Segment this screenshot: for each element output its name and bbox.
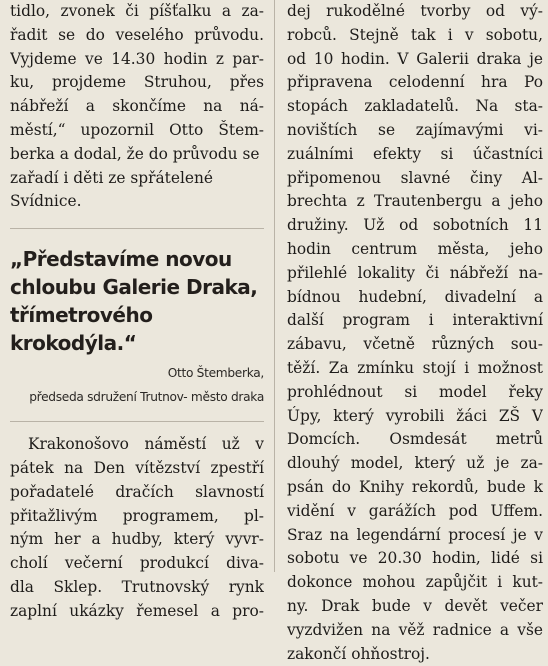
text-line: bídnou hudební, divadelní a	[287, 287, 543, 306]
text-line: připomenou slavné činy Al-	[287, 168, 543, 187]
pull-quote-line: „Představíme novou	[10, 247, 232, 272]
pull-quote-line: třímetrového	[10, 303, 153, 328]
text-line: nábřeží a skončíme na ná-	[10, 97, 264, 116]
pull-quote-role: předseda sdružení Trutnov- město draka	[29, 390, 264, 405]
pull-quote-top-rule	[10, 228, 264, 229]
text-line: přitažlivým programem, pl-	[10, 506, 264, 525]
text-line: od 10 hodin. V Galerii draka je	[287, 49, 543, 68]
pull-quote-line: krokodýla.“	[10, 331, 137, 356]
text-line: hodin centrum města, jeho	[287, 239, 543, 258]
text-line: dlouhý model, který už je za-	[287, 454, 543, 473]
text-line: Úpy, který vyrobili žáci ZŠ V	[287, 406, 543, 425]
text-line: ným her a hudby, který vyvr-	[10, 530, 264, 549]
text-line: vidění v garážích pod Uffem.	[287, 501, 543, 520]
text-line: zakončí ohňostroj.	[287, 644, 430, 663]
text-line: Svídnice.	[10, 192, 82, 211]
text-line: dla Sklep. Trutnovský rynk	[10, 577, 264, 596]
text-line: zábavu, včetně různých sou-	[287, 335, 543, 354]
text-line: novištích se zajímavými vi-	[287, 120, 543, 139]
text-line: Sraz na legendární procesí je v	[287, 525, 543, 544]
article-text-bottom	[10, 433, 264, 623]
text-line: pátek na Den vítězství zpestří	[10, 458, 264, 477]
text-line: městí,“ upozornil Otto Štem-	[10, 120, 264, 139]
pull-quote-author: Otto Štemberka,	[167, 366, 264, 381]
text-line: pořadatelé dračích slavností	[10, 482, 264, 501]
text-line: stopách zakladatelů. Na sta-	[287, 97, 543, 116]
article-text-right	[287, 0, 543, 666]
text-line: přilehlé lokality či nábřeží na-	[287, 263, 543, 282]
article-text-top	[10, 0, 264, 214]
text-line: cholí večerní produkcí diva-	[10, 554, 264, 573]
text-line: prohlédnout si model řeky	[287, 382, 543, 401]
text-line: dokonce mohou zapůjčit i kut-	[287, 573, 543, 592]
column-divider	[274, 0, 275, 572]
right-column	[287, 0, 543, 666]
pull-quote-bottom-rule	[10, 421, 264, 422]
text-line: těží. Za zmínku stojí i možnost	[287, 358, 543, 377]
text-line: psán do Knihy rekordů, bude k	[287, 477, 543, 496]
text-line: ku, projdeme Struhou, přes	[10, 73, 264, 92]
left-column	[10, 0, 264, 624]
text-line: zařadí i děti ze spřátelené	[10, 168, 213, 187]
text-line: ny. Drak bude v devět večer	[287, 596, 543, 615]
text-line: sobotu ve 20.30 hodin, lidé si	[287, 549, 543, 568]
text-line: Vyjdeme ve 14.30 hodin z par-	[10, 49, 264, 68]
text-line: robců. Stejně tak i v sobotu,	[287, 25, 543, 44]
text-line: další program i interaktivní	[287, 311, 543, 330]
text-line: Domcích. Osmdesát metrů	[287, 430, 543, 449]
text-line: dej rukodělné tvorby od vý-	[287, 2, 543, 20]
text-line: tidlo, zvonek či píšťalku a za-	[10, 2, 264, 20]
text-line: řadit se do veselého průvodu.	[10, 25, 264, 44]
text-line: připravena celodenní hra Po	[287, 73, 543, 92]
text-line: brechta z Trautenbergu a jeho	[287, 192, 543, 211]
text-line: berka a dodal, že do průvodu se	[10, 144, 260, 163]
text-line: zaplní ukázky řemesel a pro-	[10, 601, 264, 620]
text-line: vyzdvižen na věž radnice a vše	[287, 620, 543, 639]
pull-quote-line: chloubu Galerie Draka,	[10, 275, 258, 300]
pull-quote	[10, 245, 264, 357]
text-line: Krakonošovo náměstí už v	[28, 435, 264, 454]
text-line: družiny. Už od sobotních 11	[287, 216, 543, 235]
text-line: zuálními efekty si účastníci	[287, 144, 543, 163]
